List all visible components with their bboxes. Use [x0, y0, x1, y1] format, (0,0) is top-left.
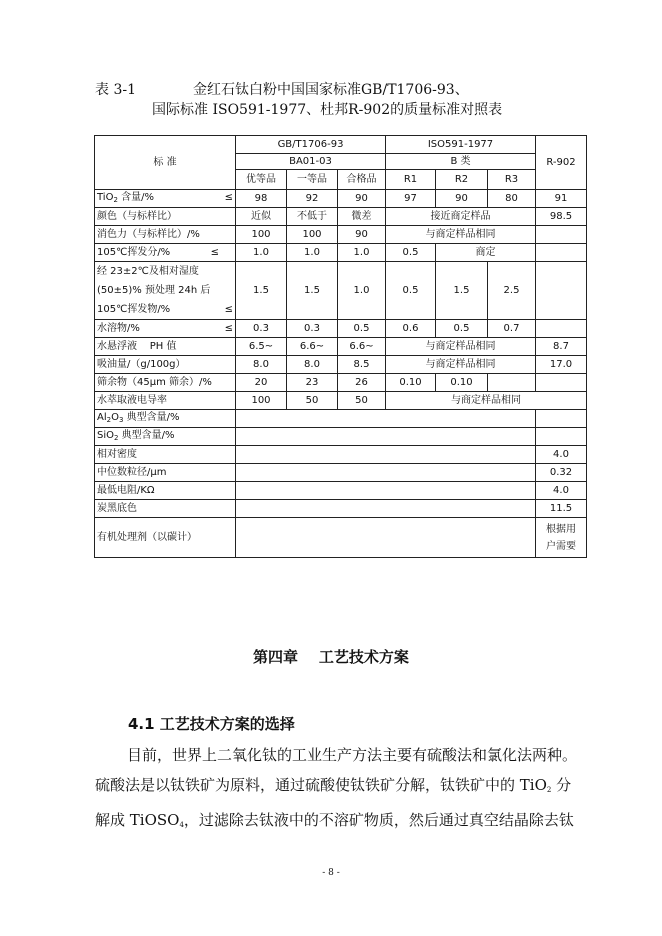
table-row [95, 500, 587, 518]
ba-header: BA01-03 [236, 154, 386, 170]
cell-value: 微差 [338, 208, 386, 226]
cell-value: 98.5 [536, 208, 587, 226]
cell-empty [536, 262, 587, 320]
cell-value: 26 [338, 374, 386, 392]
cell-value: 1.0 [338, 244, 386, 262]
cell-value: 1.0 [236, 244, 287, 262]
cell-empty [236, 464, 536, 482]
cell-value: 17.0 [536, 356, 587, 374]
cell-value: 100 [287, 226, 338, 244]
cell-value: 0.5 [338, 320, 386, 338]
cell-value: 6.5~ [236, 338, 287, 356]
row-label: 吸油量/（g/100g） [95, 356, 236, 374]
cell-empty [536, 428, 587, 446]
gb-header: GB/T1706-93 [236, 136, 386, 154]
row-label: 相对密度 [95, 446, 236, 464]
cell-value: 80 [488, 190, 536, 208]
table-row [95, 482, 587, 500]
cell-empty [536, 374, 587, 392]
cell-merged: 商定 [436, 244, 536, 262]
paragraph-line: 硫酸法是以钛铁矿为原料，通过硫酸使钛铁矿分解，钛铁矿中的 TiO$_2$ 分 [95, 776, 572, 794]
cell-value: 1.0 [287, 244, 338, 262]
cell-value: 6.6~ [287, 338, 338, 356]
row-label: TiO$_2$ 含量/% ≤ [95, 190, 236, 208]
cell-value: 根据用 户需要 [536, 518, 587, 558]
row-label: $Al_2O_3$ 典型含量/% [95, 410, 236, 428]
row-label: 炭黑底色 [95, 500, 236, 518]
cell-value: 0.7 [488, 320, 536, 338]
row-label: 最低电阻/KΩ [95, 482, 236, 500]
cell-value: 0.10 [436, 374, 488, 392]
table-row [95, 518, 587, 558]
cell-value: 0.5 [436, 320, 488, 338]
grade-header: R3 [488, 170, 536, 190]
row-label: 颜色（与标样比） [95, 208, 236, 226]
cell-value: 90 [338, 226, 386, 244]
cell-value: 4.0 [536, 482, 587, 500]
row-label: 中位数粒径/μm [95, 464, 236, 482]
le-sign: ≤ [224, 191, 233, 203]
cell-merged: 接近商定样品 [386, 208, 536, 226]
cell-empty [536, 226, 587, 244]
chapter-title: 第四章 工艺技术方案 [253, 648, 409, 666]
cell-value: 8.0 [287, 356, 338, 374]
cell-value: 92 [287, 190, 338, 208]
cell-empty [536, 320, 587, 338]
cell-value: 0.5 [386, 262, 436, 320]
grade-header: 一等品 [287, 170, 338, 190]
table-row [95, 338, 587, 356]
cell-value: 不低于 [287, 208, 338, 226]
iso-header: ISO591-1977 [386, 136, 536, 154]
table-row [95, 428, 587, 446]
cell-value: 近似 [236, 208, 287, 226]
cell-value: 23 [287, 374, 338, 392]
cell-empty [236, 518, 536, 558]
table-row [95, 262, 587, 320]
table-row [95, 320, 587, 338]
r902-header: R-902 [536, 136, 587, 190]
quality-standard-table [94, 135, 587, 558]
cell-value: 11.5 [536, 500, 587, 518]
grade-header: R1 [386, 170, 436, 190]
cell-value: 4.0 [536, 446, 587, 464]
standard-header: 标 准 [95, 136, 236, 190]
table-number: 表 3-1 [95, 82, 136, 98]
cell-value: 2.5 [488, 262, 536, 320]
table-title: 金红石钛白粉中国国家标准GB/T1706-93、 [193, 82, 469, 98]
cell-value: 0.10 [386, 374, 436, 392]
cell-value: 0.6 [386, 320, 436, 338]
table-row [95, 392, 587, 410]
cell-value: 0.3 [287, 320, 338, 338]
cell-value: 0.5 [386, 244, 436, 262]
table-caption-line1 [95, 79, 469, 99]
table-row [95, 244, 587, 262]
cell-value: 0.32 [536, 464, 587, 482]
cell-value: 1.5 [436, 262, 488, 320]
cell-value: 1.5 [236, 262, 287, 320]
cell-value: 98 [236, 190, 287, 208]
cell-value: 8.5 [338, 356, 386, 374]
cell-value: 50 [287, 392, 338, 410]
row-label: 消色力（与标样比）/% [95, 226, 236, 244]
cell-value: 1.5 [287, 262, 338, 320]
grade-header: R2 [436, 170, 488, 190]
paragraph-line: 目前，世界上二氧化钛的工业生产方法主要有硫酸法和氯化法两种。 [127, 746, 578, 764]
cell-empty [236, 410, 536, 428]
le-sign: ≤ [224, 322, 233, 334]
table-caption-line2: 国际标准 ISO591-1977、杜邦R-902的质量标准对照表 [152, 102, 503, 118]
btype-header: B 类 [386, 154, 536, 170]
cell-value: 0.3 [236, 320, 287, 338]
row-label: 有机处理剂（以碳计） [95, 518, 236, 558]
page-number: - 8 - [322, 868, 340, 878]
cell-value: 8.0 [236, 356, 287, 374]
le-sign: ≤ [224, 304, 233, 315]
cell-merged: 与商定样品相同 [386, 356, 536, 374]
row-label: 经 23±2℃及相对湿度 (50±5)% 预处理 24h 后 105℃挥发物/% ≤ [95, 262, 236, 320]
table-row [95, 208, 587, 226]
table-row [95, 190, 587, 208]
table-row [95, 356, 587, 374]
row-label: 水萃取液电导率 [95, 392, 236, 410]
cell-merged: 与商定样品相同 [386, 226, 536, 244]
cell-value: 97 [386, 190, 436, 208]
cell-empty [488, 374, 536, 392]
section-title: 4.1 工艺技术方案的选择 [128, 715, 295, 733]
cell-value: 91 [536, 190, 587, 208]
table-row [95, 464, 587, 482]
cell-value: 50 [338, 392, 386, 410]
cell-empty [536, 410, 587, 428]
row-label: 水溶物/% ≤ [95, 320, 236, 338]
le-sign: ≤ [210, 246, 219, 258]
cell-value: 90 [338, 190, 386, 208]
body-paragraph [95, 740, 585, 840]
row-label: 筛余物（45μm 筛余）/% [95, 374, 236, 392]
cell-value: 100 [236, 392, 287, 410]
cell-empty [236, 428, 536, 446]
table-row [95, 410, 587, 428]
cell-value: 1.0 [338, 262, 386, 320]
cell-empty [236, 500, 536, 518]
cell-value: 8.7 [536, 338, 587, 356]
paragraph-line: 解成 TiOSO$_4$，过滤除去钛液中的不溶矿物质，然后通过真空结晶除去钛 [95, 811, 574, 829]
cell-value: 20 [236, 374, 287, 392]
cell-value: 6.6~ [338, 338, 386, 356]
table-header-row [95, 136, 587, 154]
grade-header: 优等品 [236, 170, 287, 190]
row-label: 105℃挥发分/% ≤ [95, 244, 236, 262]
cell-merged: 与商定样品相同 [386, 392, 587, 410]
cell-value: 90 [436, 190, 488, 208]
cell-empty [236, 446, 536, 464]
table-row [95, 446, 587, 464]
row-label: 水悬浮液 PH 值 [95, 338, 236, 356]
cell-empty [236, 482, 536, 500]
grade-header: 合格品 [338, 170, 386, 190]
table-row [95, 226, 587, 244]
cell-empty [536, 244, 587, 262]
row-label: SiO$_2$ 典型含量/% [95, 428, 236, 446]
cell-merged: 与商定样品相同 [386, 338, 536, 356]
table-row [95, 374, 587, 392]
cell-value: 100 [236, 226, 287, 244]
